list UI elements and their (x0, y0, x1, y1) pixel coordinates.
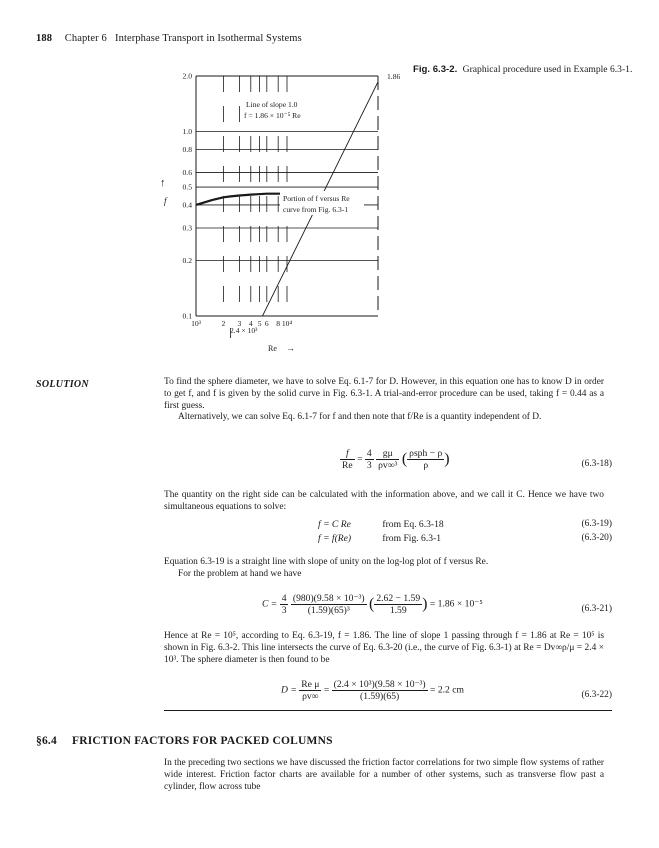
x-tick-label: 10³ (191, 319, 201, 328)
section-title: FRICTION FACTORS FOR PACKED COLUMNS (72, 735, 333, 747)
eq18-gmu-den: ρv∞³ (378, 460, 398, 471)
x-tick-label: 3 (237, 319, 242, 328)
y-tick-label: 0.2 (182, 256, 192, 266)
slope-annotation-line1: Line of slope 1.0 (246, 100, 298, 109)
figure-caption-label: Fig. 6.3-2. (413, 64, 458, 75)
eq19-rhs: from Eq. 6.3-18 (382, 519, 444, 530)
curve-annotation-line2: curve from Fig. 6.3-1 (283, 205, 349, 214)
y-tick-label: 0.1 (182, 311, 192, 321)
solution-para-3: The quantity on the right side can be calculated with the information above, and we call it C. Hence we have two simultaneous equations to solve: (164, 490, 604, 512)
y-tick-label: 0.6 (182, 168, 192, 178)
eq22-f1-num: Re μ (301, 679, 320, 690)
x-axis-title: Re (268, 344, 277, 353)
eq21-c-num: 4 (281, 593, 287, 604)
solution-label: SOLUTION (36, 379, 89, 390)
end-of-example-rule (164, 710, 612, 711)
chapter-title: Interphase Transport in Isothermal Systems (115, 33, 302, 44)
eq18-rho-num: ρsph − ρ (409, 448, 443, 459)
chapter-label: Chapter 6 (64, 33, 107, 44)
solution-para-5: For the problem at hand we have (178, 568, 302, 579)
eq18-lhs-num: f (340, 448, 355, 460)
eq20-lhs: f = f(Re) (318, 533, 352, 544)
eq21-big-num: (980)(9.58 × 10⁻³) (292, 593, 365, 604)
eq19-lhs: f = C Re (318, 519, 351, 530)
y-tick-label: 0.8 (182, 145, 192, 155)
y-axis-title: f (164, 196, 167, 206)
solution-paragraphs-1 (164, 377, 604, 424)
eq22-f1-den: ρv∞ (302, 691, 319, 702)
x-tick-label: 6 (264, 319, 269, 328)
eq22-f2-num: (2.4 × 10³)(9.58 × 10⁻³) (333, 679, 426, 690)
y-tick-label: 0.4 (182, 200, 192, 210)
section-number: §6.4 (36, 735, 57, 747)
f-versus-re-curve-series (196, 194, 287, 205)
eq18-equals: = (357, 453, 363, 465)
eq21-c-den: 3 (281, 605, 287, 616)
equation-6-3-18: $\frac{f}{Re}$ = $\frac{4}{3}$ $\frac{g\mu}{\text{ρv∞³}}$ ( $\frac{\text{ρsph − ρ}}{\rho}$ ) (342, 448, 450, 471)
x-tick-label: 4 (248, 319, 253, 328)
page-number: 188 (36, 33, 53, 44)
solution-para-1: To find the sphere diameter, we have to solve Eq. 6.1-7 for D. However, in this equation one has to know D in order to get f, and f is given by the solid curve in Fig. 6.3-1. A trial-and-error procedure can be used, taking f = 0.44 as a first guess. (164, 377, 604, 411)
eq22-f2-den: (1.59)(65) (360, 691, 400, 702)
y-tick-label: 2.0 (182, 71, 192, 81)
x-marker-label: 2.4 × 10³ (230, 326, 258, 335)
eq21-result: = 1.86 × 10⁻⁵ (429, 598, 483, 610)
equation-number-6-3-22: (6.3-22) (581, 690, 612, 700)
curve-annotation-line1: Portion of f versus Re (283, 194, 350, 203)
figure-caption-text: Graphical procedure used in Example 6.3-1. (462, 64, 633, 75)
equation-number-6-3-21: (6.3-21) (581, 604, 612, 614)
equation-number-6-3-19: (6.3-19) (581, 519, 612, 529)
solution-para-2: Alternatively, we can solve Eq. 6.1-7 for f and then note that f/Re is a quantity independent of D. (178, 412, 542, 423)
eq18-rho-den: ρ (423, 460, 429, 471)
equation-number-6-3-18: (6.3-18) (581, 459, 612, 469)
eq21-lhs: C = (262, 598, 278, 610)
solution-para-6: Hence at Re = 10⁵, according to Eq. 6.3-19, f = 1.86. The line of slope 1 passing through f = 1.86 at Re = 10⁵ is shown in Fig. 6.3-2. This line intersects the curve of Eq. 6.3-20 (i.e., the curve of Fig. 6.3-1) at Re = Dv∞ρ/μ = 2.4 × 10³. The sphere diameter is then found to be (164, 631, 604, 665)
running-head (36, 33, 302, 44)
slope-annotation-line2: f = 1.86 × 10⁻⁵ Re (244, 111, 301, 120)
right-value-label: 1.86 (387, 72, 401, 81)
equation-6-3-20 (318, 533, 441, 544)
equation-6-3-21: C = $\frac{4}{3}$ $\frac{\text{(980)(9.58 × 10⁻³)}}{\text{(1.59)(65)³}}$ ( $\frac{2.62 - 1.59}{1.59}$ ) = 1.86 × 10⁻⁵ (262, 593, 483, 616)
eq21-big-den: (1.59)(65)³ (307, 605, 350, 616)
eq18-c-den: 3 (366, 460, 372, 471)
y-tick-label: 0.3 (182, 223, 192, 233)
x-tick-label: 2 (221, 319, 226, 328)
y-tick-label: 1.0 (182, 127, 192, 137)
equation-number-6-3-20: (6.3-20) (581, 533, 612, 543)
eq22-result: = 2.2 cm (430, 684, 464, 696)
x-axis-arrow: → (286, 343, 295, 353)
solution-para-4: Equation 6.3-19 is a straight line with slope of unity on the log-log plot of f versus Re. (164, 557, 489, 567)
figure-6-3-2-chart (150, 60, 410, 360)
equation-6-3-19 (318, 519, 444, 530)
equation-6-3-22: D = $\frac{\text{Re μ}}{\rho v\infty}$ = $\frac{\text{(2.4 × 10³)(9.58 × 10⁻³)}}{(1.59)(65)}$ = 2.2 cm (281, 679, 464, 702)
y-tick-label: 0.5 (182, 182, 192, 192)
solution-paragraphs-4-5 (164, 557, 604, 581)
eq18-c-num: 4 (366, 448, 372, 459)
x-tick-label: 5 (257, 319, 262, 328)
x-tick-label: 8 (276, 319, 281, 328)
eq22-lhs: D = (281, 684, 297, 696)
figure-caption (413, 64, 633, 76)
eq21-rho-num: 2.62 − 1.59 (376, 593, 421, 604)
eq20-rhs: from Fig. 6.3-1 (382, 533, 442, 544)
x-tick-label: 10⁴ (281, 319, 293, 328)
eq18-lhs-den: Re (342, 460, 353, 471)
eq18-gmu-num: gμ (376, 448, 399, 460)
section-paragraph: In the preceding two sections we have discussed the friction factor correlations for two simple flow systems of rather wide interest. Friction factor charts are available for a number of other systems, such as transverse flow past a cylinder, flow across tube (164, 758, 604, 792)
y-axis-arrow: ↑ (160, 177, 166, 189)
eq21-rho-den: 1.59 (389, 605, 407, 616)
section-heading (36, 735, 333, 747)
